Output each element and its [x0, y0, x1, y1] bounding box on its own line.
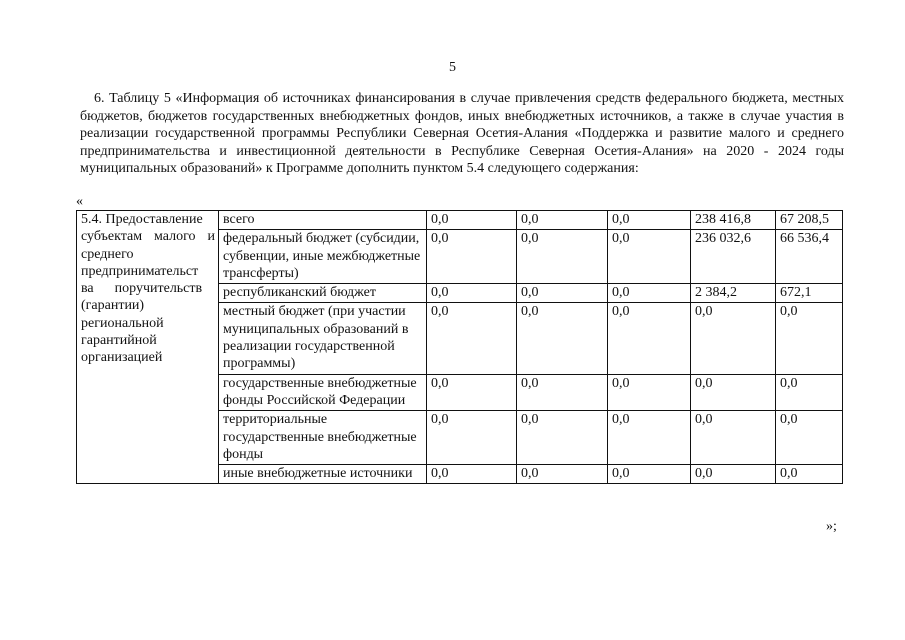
- value-cell: 672,1: [776, 284, 843, 303]
- value-cell: 0,0: [776, 303, 843, 374]
- measure-name-line: гарантийной: [81, 333, 157, 349]
- source-cell: территориальные государственные внебюджетные фонды: [219, 411, 427, 465]
- value-cell: 67 208,5: [776, 211, 843, 230]
- source-cell: иные внебюджетные источники: [219, 465, 427, 484]
- value-cell: 0,0: [608, 465, 691, 484]
- table-row: [77, 211, 843, 230]
- value-cell: 0,0: [427, 411, 517, 465]
- value-cell: 0,0: [517, 374, 608, 411]
- measure-name-line: региональной: [81, 315, 164, 331]
- amendment-paragraph: [80, 90, 844, 178]
- value-cell: 238 416,8: [691, 211, 776, 230]
- value-cell: 0,0: [517, 411, 608, 465]
- amendment-text: 6. Таблицу 5 «Информация об источниках финансирования в случае привлечения средств федерального бюджета, местных бюджетов, бюджетов государственных внебюджетных фондов, иных внебюджетных источников, а также в случае участия в реализации государственной программы Республики Северная Осетия-Алания «Поддержка и развитие малого и среднего предпринимательства и инвестиционной деятельности в Республике Северная Осетия-Алания» на 2020 - 2024 годы муниципальных образований» к Программе дополнить пунктом 5.4 следующего содержания:: [80, 91, 844, 176]
- measure-name-line: организацией: [81, 350, 163, 366]
- measure-name-line: ва поручительств: [81, 281, 203, 297]
- measure-name-cell: [77, 211, 219, 484]
- value-cell: 0,0: [691, 465, 776, 484]
- source-cell: всего: [219, 211, 427, 230]
- value-cell: 0,0: [691, 411, 776, 465]
- value-cell: 0,0: [427, 230, 517, 284]
- value-cell: 66 536,4: [776, 230, 843, 284]
- source-cell: местный бюджет (при участии муниципальных образований в реализации государственной программы): [219, 303, 427, 374]
- value-cell: 0,0: [776, 411, 843, 465]
- value-cell: 0,0: [608, 374, 691, 411]
- value-cell: 0,0: [427, 284, 517, 303]
- value-cell: 0,0: [608, 303, 691, 374]
- measure-name-line: (гарантии): [81, 298, 145, 314]
- measure-name-line: субъектам малого и: [81, 229, 215, 245]
- measure-name-line: среднего: [81, 246, 134, 262]
- closing-quote: »;: [826, 519, 837, 534]
- value-cell: 0,0: [776, 465, 843, 484]
- value-cell: 236 032,6: [691, 230, 776, 284]
- value-cell: 0,0: [517, 284, 608, 303]
- value-cell: 0,0: [517, 465, 608, 484]
- source-cell: республиканский бюджет: [219, 284, 427, 303]
- source-cell: государственные внебюджетные фонды Российской Федерации: [219, 374, 427, 411]
- value-cell: 0,0: [776, 374, 843, 411]
- measure-name-line: 5.4. Предоставление: [81, 212, 203, 227]
- value-cell: 0,0: [427, 465, 517, 484]
- value-cell: 0,0: [608, 284, 691, 303]
- value-cell: 0,0: [608, 230, 691, 284]
- value-cell: 0,0: [691, 303, 776, 374]
- value-cell: 2 384,2: [691, 284, 776, 303]
- value-cell: 0,0: [427, 374, 517, 411]
- value-cell: 0,0: [691, 374, 776, 411]
- value-cell: 0,0: [517, 230, 608, 284]
- value-cell: 0,0: [608, 411, 691, 465]
- value-cell: 0,0: [517, 303, 608, 374]
- measure-name-line: предпринимательст: [81, 263, 199, 279]
- value-cell: 0,0: [608, 211, 691, 230]
- value-cell: 0,0: [427, 211, 517, 230]
- value-cell: 0,0: [517, 211, 608, 230]
- financing-sources-table: [76, 210, 843, 484]
- value-cell: 0,0: [427, 303, 517, 374]
- source-cell: федеральный бюджет (субсидии, субвенции, иные межбюджетные трансферты): [219, 230, 427, 284]
- opening-quote: «: [76, 194, 83, 209]
- page-number: 5: [449, 60, 456, 75]
